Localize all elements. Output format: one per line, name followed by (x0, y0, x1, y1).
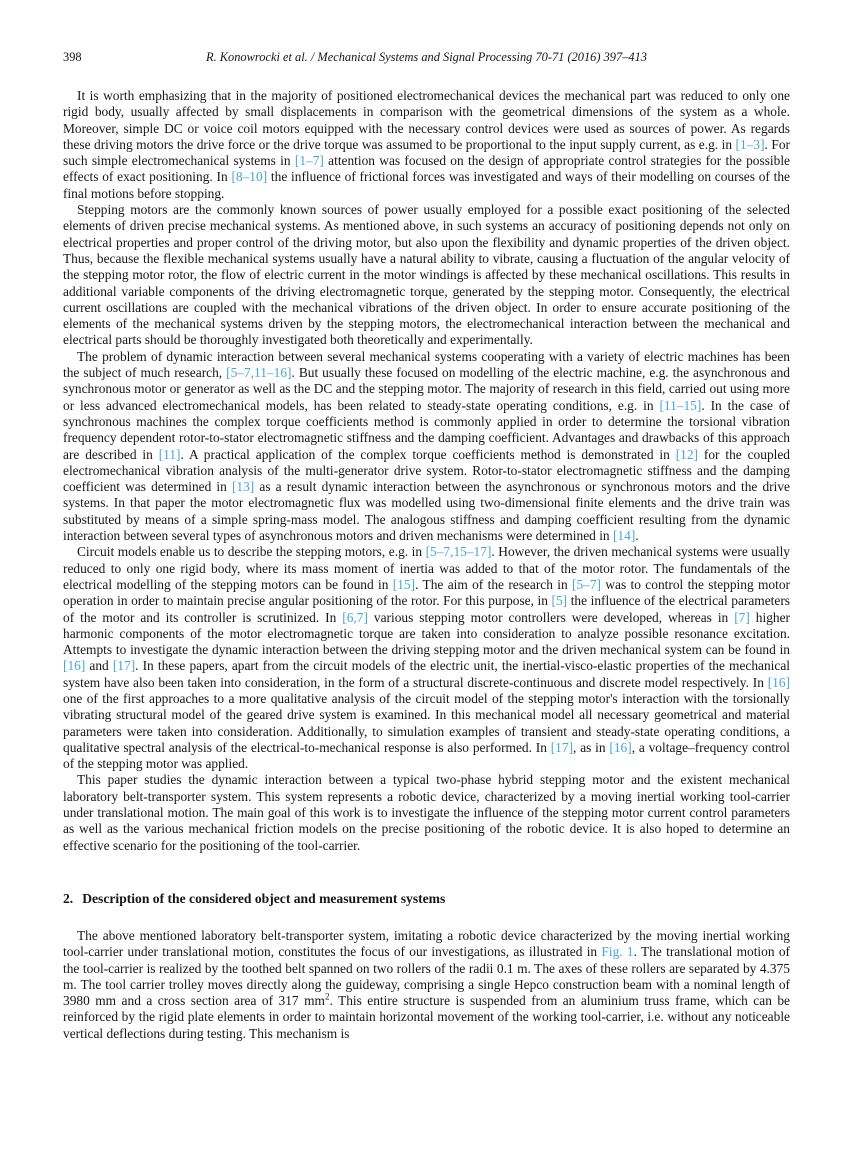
citation-link[interactable]: [15] (392, 576, 416, 592)
text-run: . The translational motion of the tool-carrier is realized by the toothed belt spanned on two rollers of the radii 0.1 m. The axes of these rollers are separated by 4.375 m. The tool carrier trolley moves directly along the guideway, comprising a single Hepco construction beam with a nominal length of 3980 mm and a cross section area of 317 mm (63, 944, 790, 1009)
paragraph (63, 544, 790, 772)
citation-link[interactable]: [13] (231, 479, 255, 495)
citation-link[interactable]: [16] (767, 674, 790, 690)
text-run: the influence of frictional forces was investigated and ways of their modelling on courses of the final motions before stopping. (63, 169, 791, 201)
citation-link[interactable]: [6,7] (342, 609, 368, 625)
text-run: as a result dynamic interaction between the asynchronous or synchronous motors and the drive systems. In that paper the motor electromagnetic flux was modelled using two-dimensional finite elements and the drive train was substituted by means of a simple spring-mass model. The analogous stiffness and damping coefficient resulting from the dynamic interaction between several types of asynchronous motors and driven mechanisms were determined in (63, 479, 790, 544)
text-run: , a voltage–frequency control of the stepping motor was applied. (63, 739, 790, 772)
text-run: higher harmonic components of the motor electromagnetic torque are taken into consideration to analyze possible resonance excitation. Attempts to investigate the dynamic interaction between the driving stepping motor and the driven mechanical system can be found in (63, 609, 790, 658)
citation-link[interactable]: [12] (675, 446, 699, 462)
section-number: 2. (63, 890, 74, 906)
text-run: The above mentioned laboratory belt-transporter system, imitating a robotic device characterized by the moving inertial working tool-carrier under translational motion, constitutes the focus of our investigations, as illustrated in (63, 927, 790, 960)
article-body (63, 88, 790, 1042)
text-run: Circuit models enable us to describe the stepping motors, e.g. in (77, 544, 426, 560)
text-run: one of the first approaches to a more qualitative analysis of the circuit model of the stepping motor's interaction with the torsionally vibrating structural model of the geared drive system is examined. In this mechanical model all necessary geometrical and material parameters were taken into consideration. Additionally, to simulation examples of transient and steady-state operating conditions, a qualitative spectral analysis of the electrical-to-mechanical response is also performed. In (63, 690, 790, 755)
text-run: . But usually these focused on modelling of the electric machine, e.g. the asynchronous and synchronous motor or generator as well as the DC and the stepping motor. The majority of research in this field, carried out using more or less advanced electromechanical models, has been related to steady-state operating conditions, e.g. in (63, 365, 790, 413)
paragraph (63, 772, 790, 853)
citation-link[interactable]: [7] (734, 609, 750, 625)
citation-link[interactable]: [5–7] (572, 576, 602, 592)
paragraph (63, 349, 790, 545)
text-run: various stepping motor controllers were developed, whereas in (367, 609, 735, 625)
superscript: 2 (324, 991, 330, 1002)
text-run: the influence of the electrical parameters of the motor and its controller is scrutinized. In (63, 593, 790, 625)
text-run: . For such simple electromechanical systems in (63, 136, 790, 169)
section-heading (63, 891, 790, 907)
text-run: attention was focused on the design of appropriate control strategies for the possible effects of exact positioning. In (63, 153, 791, 185)
citation-link[interactable]: [16] (63, 658, 86, 674)
citation-link[interactable]: [17] (550, 739, 574, 755)
page-number: 398 (63, 50, 82, 64)
text-run: Stepping motors are the commonly known sources of power usually employed for a possible exact positioning of the selected elements of driven precise mechanical systems. As mentioned above, in such systems an accuracy of positioning depends not only on electrical properties and proper control of the driving motor, but also upon the flexibility and dynamic properties of the driven object. Thus, because the flexible mechanical systems usually have a natural ability to vibrate, causing a fluctuation of the angular velocity of the stepping motor rotor, the flow of electric current in the motor windings is affected by these mechanical oscillations. This results in additional variable components of the driving electromagnetic torque, generated by the stepping motor. Consequently, the electrical current oscillations are coupled with the mechanical vibrations of the driven object. In order to ensure accurate positioning of the elements of the mechanical systems driven by the stepping motors, the electromechanical interaction between the mechanical and electrical parts should be thoroughly investigated both theoretically and experimentally. (63, 202, 790, 348)
paragraph (63, 928, 790, 1042)
citation-link[interactable]: [5–7,11–16] (226, 365, 292, 381)
figure-link[interactable]: Fig. 1 (601, 944, 634, 960)
citation-link[interactable]: [1–7] (294, 153, 324, 169)
citation-link[interactable]: [16] (609, 739, 632, 755)
text-run: The problem of dynamic interaction between several mechanical systems cooperating with a variety of electric machines has been the subject of much research, (63, 348, 790, 381)
text-run: , as in (573, 739, 610, 755)
citation-link[interactable]: [14] (612, 528, 636, 544)
section-title: Description of the considered object and measurement systems (82, 890, 446, 906)
running-head: R. Konowrocki et al. / Mechanical Systems and Signal Processing 70-71 (2016) 397–413 (206, 50, 647, 64)
text-run: . In these papers, apart from the circuit models of the electric unit, the inertial-visco-elastic properties of the mechanical system have also been taken into consideration, in the form of a structural discrete-continuous and discrete model respectively. In (63, 658, 790, 690)
text-run: . A practical application of the complex torque coefficients method is demonstrated in (180, 446, 676, 462)
citation-link[interactable]: [5] (551, 593, 568, 609)
citation-link[interactable]: [5–7,15–17] (425, 544, 492, 560)
text-run: for the coupled electromechanical vibration analysis of the multi-generator drive system. Rotor-to-stator electromagnetic stiffness and the damping coefficient was determined in (63, 446, 790, 495)
text-run: . The aim of the research in (415, 576, 573, 592)
citation-link[interactable]: [1–3] (735, 136, 765, 152)
citation-link[interactable]: [8–10] (231, 169, 268, 185)
paragraph (63, 202, 790, 349)
citation-link[interactable]: [11] (158, 446, 181, 462)
text-run: . This entire structure is suspended from an aluminium truss frame, which can be reinforced by the rigid plate elements in order to maintain horizontal movement of the working tool-carrier, i.e. without any noticeable vertical deflections during testing. This mechanism is (63, 993, 790, 1041)
text-run: This paper studies the dynamic interaction between a typical two-phase hybrid stepping motor and the existent mechanical laboratory belt-transporter system. This system represents a robotic device, characterized by a moving inertial working tool-carrier under translational motion. The main goal of this work is to investigate the influence of the stepping motor current control parameters as well as the various mechanical friction models on the precise positioning of the robotic device. It is also hoped to determine an effective scenario for the positioning of the tool-carrier. (63, 772, 790, 853)
paragraph (63, 88, 790, 202)
text-run: . However, the driven mechanical systems were usually reduced to only one rigid body, where its mass moment of inertia was added to that of the motor rotor. The fundamentals of the electrical modelling of the stepping motors can be found in (63, 544, 790, 592)
text-run: and (85, 658, 113, 674)
text-run: was to control the stepping motor operation in order to maintain precise angular positioning of the rotor. For this purpose, in (63, 576, 790, 609)
citation-link[interactable]: [11–15] (659, 397, 702, 413)
text-run: . (635, 528, 639, 544)
page-header (63, 50, 790, 65)
text-run: It is worth emphasizing that in the majority of positioned electromechanical devices the mechanical part was reduced to only one rigid body, usually affected by small displacements in comparison with the geometrical dimensions of the system as a whole. Moreover, simple DC or voice coil motors equipped with the necessary control devices were used as sources of power. As regards these driving motors the drive force or the drive torque was assumed to be proportional to the input supply current, as e.g. in (63, 88, 790, 152)
text-run: . In the case of synchronous machines the complex torque coefficients method is commonly applied in order to determine the torsional vibration frequency dependent rotor-to-stator electromagnetic stiffness and the damping coefficient. Advantages and drawbacks of this approach are described in (63, 397, 790, 462)
citation-link[interactable]: [17] (112, 658, 136, 674)
